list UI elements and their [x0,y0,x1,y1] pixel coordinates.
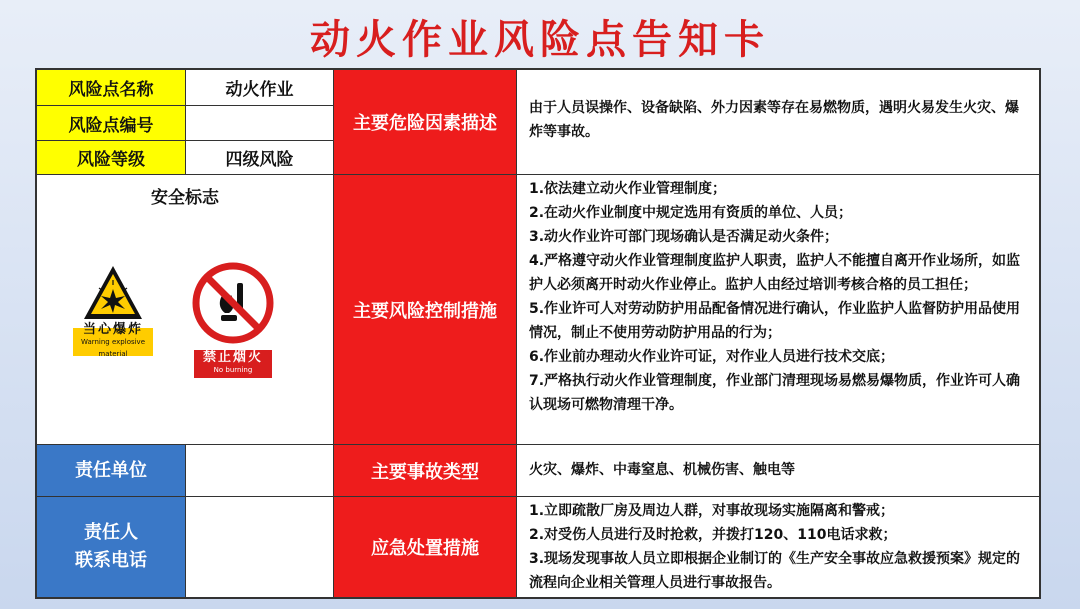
risk-name-label: 风险点名称 [37,70,186,106]
no-fire-icon [191,261,275,345]
responsible-unit-label: 责任单位 [37,445,186,497]
hazard-text [517,70,1039,175]
hazard-description: 由于人员误操作、设备缺陷、外力因素等存在易燃物质，遇明火易发生火灾、爆炸等事故。 [529,100,1019,140]
responsible-person-label-2: 联系电话 [75,550,147,571]
controls-item: 1.依法建立动火作业管理制度； [529,181,727,197]
no-fire-sign-label: 禁止烟火 No burning [194,350,272,378]
controls-item: 2.在动火作业制度中规定选用有资质的单位、人员； [529,205,853,221]
risk-name-value: 动火作业 [186,70,334,106]
controls-item: 5.作业许可人对劳动防护用品配备情况进行确认，作业监护人监督防护用品使用情况，制止不使用劳动防护用品的行为； [529,301,1021,341]
controls-item: 4.严格遵守动火作业管理制度监护人职责，监护人不能擅自离开作业场所，如监护人必须离开时动火作业停止。监护人由经过培训考核合格的员工担任； [529,253,1021,293]
risk-level-value: 四级风险 [186,141,334,175]
emergency-label: 应急处置措施 [334,497,517,597]
controls-label: 主要风险控制措施 [334,175,517,445]
accident-type-text [517,445,1039,497]
no-fire-sign [191,261,275,378]
controls-item: 3.动火作业许可部门现场确认是否满足动火条件； [529,229,839,245]
controls-item: 6.作业前办理动火作业许可证，对作业人员进行技术交底； [529,349,895,365]
risk-code-value [186,106,334,141]
controls-list [517,175,1039,445]
accident-type-label: 主要事故类型 [334,445,517,497]
risk-card [35,68,1041,599]
risk-code-label: 风险点编号 [37,106,186,141]
safety-signs-panel [37,175,334,445]
emergency-list [517,497,1039,597]
explosion-sign [81,263,145,356]
safety-title: 安全标志 [151,188,219,208]
responsible-person-label [37,497,186,597]
controls-item: 7.严格执行动火作业管理制度，作业部门清理现场易燃易爆物质，作业许可人确认现场可燃物清理干净。 [529,373,1021,413]
emergency-item: 2.对受伤人员进行及时抢救，并拨打120、110电话求救； [529,527,897,543]
page-title: 动火作业风险点告知卡 [310,17,770,63]
risk-level-label: 风险等级 [37,141,186,175]
emergency-item: 3.现场发现事故人员立即根据企业制订的《生产安全事故应急救援预案》规定的流程向企业相关管理人员进行事故报告。 [529,551,1021,591]
responsible-person-label-1: 责任人 [84,522,138,543]
responsible-unit-value [186,445,334,497]
responsible-person-value [186,497,334,597]
emergency-item: 1.立即疏散厂房及周边人群，对事故现场实施隔离和警戒； [529,503,895,519]
explosion-warning-icon [81,263,145,323]
hazard-label: 主要危险因素描述 [334,70,517,175]
explosion-sign-label: 当心爆炸 Warning explosive material [73,328,153,356]
accident-type-value: 火灾、爆炸、中毒窒息、机械伤害、触电等 [529,462,795,478]
